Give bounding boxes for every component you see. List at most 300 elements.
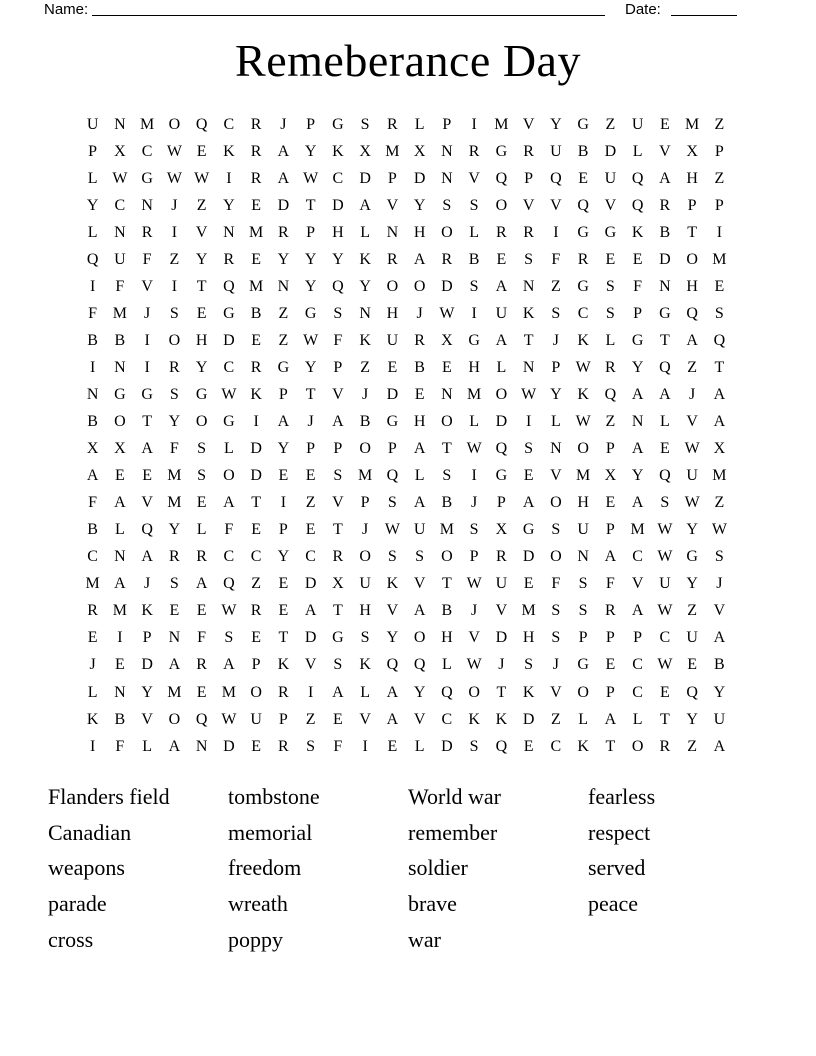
word-list-item: fearless: [588, 784, 656, 809]
grid-cell: K: [359, 656, 371, 674]
grid-cell: S: [169, 575, 179, 593]
name-fill-line: [92, 0, 605, 16]
grid-cell: F: [333, 737, 343, 755]
grid-cell: P: [278, 385, 288, 403]
word-list-item: respect: [588, 819, 651, 845]
grid-cell: S: [415, 548, 425, 566]
grid-cell: P: [142, 629, 152, 647]
grid-cell: G: [304, 304, 317, 322]
grid-cell: E: [196, 304, 207, 322]
grid-cell: L: [659, 413, 670, 431]
grid-cell: V: [686, 413, 698, 431]
grid-cell: R: [659, 737, 671, 755]
grid-cell: E: [714, 277, 725, 295]
grid-cell: L: [142, 737, 153, 755]
grid-cell: S: [551, 602, 561, 620]
grid-cell: B: [441, 494, 453, 512]
grid-cell: E: [251, 521, 262, 539]
grid-cell: V: [495, 602, 508, 620]
grid-cell: Y: [686, 575, 698, 593]
grid-cell: K: [277, 656, 290, 674]
grid-cell: D: [386, 385, 399, 403]
grid-cell: D: [250, 440, 262, 458]
grid-cell: A: [713, 413, 726, 431]
grid-cell: I: [471, 467, 477, 485]
grid-cell: V: [141, 494, 153, 512]
grid-cell: B: [414, 358, 425, 376]
grid-cell: R: [196, 548, 207, 566]
grid-cell: B: [359, 413, 371, 431]
grid-cell: J: [471, 494, 478, 512]
grid-cell: Q: [86, 250, 99, 268]
grid-cell: L: [414, 467, 425, 485]
grid-cell: L: [414, 115, 425, 133]
grid-cell: W: [657, 656, 673, 674]
grid-cell: A: [277, 413, 290, 431]
grid-cell: P: [605, 683, 615, 701]
grid-cell: R: [387, 250, 398, 268]
grid-cell: H: [441, 629, 453, 647]
grid-cell: S: [360, 115, 370, 133]
grid-cell: G: [577, 115, 589, 133]
grid-cell: V: [413, 710, 426, 728]
grid-cell: Z: [305, 710, 316, 728]
grid-cell: P: [605, 629, 615, 647]
grid-cell: U: [686, 467, 698, 485]
grid-cell: C: [632, 683, 643, 701]
grid-cell: D: [441, 737, 453, 755]
grid-cell: Z: [714, 169, 725, 187]
grid-cell: G: [468, 331, 480, 349]
grid-cell: H: [686, 277, 698, 295]
grid-cell: Z: [605, 413, 616, 431]
grid-cell: V: [413, 575, 426, 593]
grid-cell: C: [305, 548, 316, 566]
grid-cell: A: [495, 277, 508, 295]
grid-cell: Y: [713, 683, 726, 701]
grid-cell: P: [605, 521, 615, 539]
grid-cell: Q: [659, 358, 671, 376]
grid-cell: D: [223, 737, 235, 755]
grid-cell: R: [468, 142, 480, 160]
word-list-item: wreath: [228, 891, 288, 917]
grid-cell: R: [250, 602, 262, 620]
grid-cell: W: [711, 521, 727, 539]
grid-cell: T: [332, 602, 343, 620]
grid-cell: S: [387, 494, 397, 512]
grid-cell: N: [441, 169, 453, 187]
grid-cell: J: [307, 413, 314, 431]
grid-cell: Y: [277, 548, 290, 566]
grid-cell: E: [605, 250, 616, 268]
grid-cell: C: [632, 656, 643, 674]
grid-cell: D: [223, 331, 235, 349]
grid-cell: S: [306, 737, 316, 755]
grid-cell: A: [223, 494, 235, 512]
grid-cell: P: [687, 196, 697, 214]
grid-cell: A: [413, 494, 426, 512]
grid-cell: M: [221, 683, 236, 701]
grid-cell: S: [605, 277, 615, 295]
grid-cell: N: [141, 196, 153, 214]
word-list-item: Canadian: [48, 819, 132, 845]
grid-cell: K: [522, 304, 535, 322]
grid-cell: Y: [86, 196, 99, 214]
grid-cell: I: [89, 277, 96, 295]
grid-cell: S: [333, 304, 343, 322]
grid-cell: O: [468, 683, 480, 701]
grid-cell: U: [386, 331, 399, 349]
grid-cell: Y: [195, 358, 208, 376]
grid-cell: R: [278, 223, 289, 241]
grid-cell: D: [495, 629, 508, 647]
grid-cell: S: [714, 548, 724, 566]
grid-cell: L: [114, 521, 125, 539]
grid-cell: A: [168, 656, 181, 674]
grid-cell: R: [659, 196, 671, 214]
grid-cell: G: [114, 385, 126, 403]
grid-cell: I: [253, 413, 259, 431]
grid-cell: U: [413, 521, 426, 539]
grid-cell: L: [469, 223, 480, 241]
grid-cell: J: [362, 521, 369, 539]
grid-cell: B: [250, 304, 262, 322]
grid-cell: H: [577, 494, 589, 512]
grid-cell: O: [441, 548, 453, 566]
grid-cell: R: [441, 250, 453, 268]
grid-cell: E: [278, 467, 289, 485]
grid-cell: V: [631, 575, 644, 593]
grid-cell: M: [85, 575, 100, 593]
grid-cell: U: [631, 115, 644, 133]
word-list-item: Flanders field: [48, 784, 170, 809]
grid-cell: K: [250, 385, 262, 403]
grid-cell: M: [712, 467, 727, 485]
grid-cell: U: [86, 115, 99, 133]
grid-cell: N: [114, 115, 126, 133]
grid-cell: A: [495, 331, 508, 349]
grid-cell: W: [466, 440, 482, 458]
grid-cell: W: [384, 521, 400, 539]
grid-cell: E: [605, 656, 616, 674]
grid-cell: G: [522, 521, 535, 539]
grid-cell: W: [684, 494, 700, 512]
grid-cell: E: [251, 331, 262, 349]
grid-cell: O: [577, 683, 589, 701]
grid-cell: Q: [223, 575, 235, 593]
grid-cell: G: [195, 385, 208, 403]
grid-cell: C: [223, 115, 235, 133]
grid-cell: K: [141, 602, 153, 620]
grid-cell: Q: [495, 737, 508, 755]
grid-cell: E: [251, 250, 262, 268]
grid-cell: Q: [386, 467, 399, 485]
grid-cell: X: [441, 331, 453, 349]
grid-cell: A: [114, 494, 126, 512]
grid-cell: C: [659, 629, 671, 647]
grid-cell: O: [168, 115, 181, 133]
grid-cell: R: [278, 683, 289, 701]
grid-cell: E: [414, 385, 425, 403]
grid-cell: O: [550, 494, 562, 512]
grid-cell: A: [522, 494, 535, 512]
grid-cell: W: [221, 710, 237, 728]
grid-cell: P: [469, 548, 479, 566]
grid-cell: K: [522, 683, 535, 701]
word-list-item: parade: [48, 891, 107, 917]
grid-cell: Z: [278, 331, 289, 349]
grid-cell: Y: [413, 683, 426, 701]
grid-cell: Q: [659, 467, 671, 485]
grid-cell: W: [303, 169, 319, 187]
grid-cell: J: [689, 385, 696, 403]
grid-cell: I: [471, 115, 477, 133]
grid-cell: M: [521, 602, 536, 620]
grid-cell: E: [114, 656, 125, 674]
grid-cell: V: [522, 115, 535, 133]
grid-cell: L: [87, 683, 98, 701]
grid-cell: J: [552, 656, 559, 674]
grid-cell: O: [168, 710, 181, 728]
grid-cell: O: [168, 331, 181, 349]
grid-cell: S: [197, 467, 207, 485]
grid-cell: D: [332, 196, 344, 214]
grid-cell: W: [112, 169, 128, 187]
grid-cell: U: [359, 575, 371, 593]
grid-cell: J: [552, 331, 559, 349]
grid-cell: I: [362, 737, 368, 755]
grid-cell: N: [550, 440, 562, 458]
grid-cell: E: [196, 494, 207, 512]
grid-cell: V: [550, 683, 562, 701]
grid-cell: O: [250, 683, 262, 701]
grid-cell: P: [387, 169, 397, 187]
grid-cell: E: [305, 521, 316, 539]
grid-cell: D: [141, 656, 153, 674]
grid-cell: Q: [332, 277, 344, 295]
grid-cell: W: [657, 548, 673, 566]
grid-cell: T: [496, 683, 507, 701]
grid-cell: Y: [141, 683, 153, 701]
grid-cell: B: [87, 521, 98, 539]
grid-cell: V: [550, 196, 562, 214]
grid-cell: G: [577, 223, 589, 241]
grid-cell: F: [115, 737, 125, 755]
grid-cell: S: [469, 521, 479, 539]
grid-cell: A: [713, 737, 726, 755]
grid-cell: Y: [277, 440, 290, 458]
grid-cell: N: [86, 385, 99, 403]
grid-cell: E: [523, 575, 534, 593]
grid-cell: K: [468, 710, 480, 728]
grid-cell: F: [197, 629, 207, 647]
grid-cell: P: [633, 629, 643, 647]
grid-cell: I: [716, 223, 723, 241]
grid-cell: I: [89, 737, 96, 755]
grid-cell: P: [278, 710, 288, 728]
grid-cell: P: [714, 142, 724, 160]
word-list-item: memorial: [228, 819, 313, 845]
grid-cell: N: [114, 548, 126, 566]
grid-cell: E: [387, 358, 398, 376]
grid-cell: B: [714, 656, 725, 674]
grid-cell: Z: [196, 196, 207, 214]
grid-cell: E: [169, 602, 180, 620]
grid-cell: E: [196, 683, 207, 701]
grid-cell: H: [468, 358, 480, 376]
grid-cell: W: [466, 575, 482, 593]
grid-cell: A: [141, 548, 153, 566]
grid-cell: R: [523, 223, 534, 241]
grid-cell: W: [657, 602, 673, 620]
grid-cell: A: [168, 737, 181, 755]
grid-cell: K: [332, 142, 344, 160]
grid-cell: Y: [631, 467, 644, 485]
grid-cell: I: [553, 223, 559, 241]
grid-cell: N: [386, 223, 399, 241]
grid-cell: X: [495, 521, 508, 539]
grid-cell: E: [523, 467, 534, 485]
grid-cell: O: [631, 737, 644, 755]
grid-cell: N: [659, 277, 671, 295]
grid-cell: M: [167, 467, 182, 485]
grid-cell: V: [522, 196, 535, 214]
grid-cell: Q: [686, 683, 698, 701]
grid-cell: T: [605, 737, 616, 755]
grid-cell: P: [524, 169, 534, 187]
grid-cell: E: [441, 358, 452, 376]
grid-cell: S: [224, 629, 234, 647]
grid-cell: L: [360, 223, 371, 241]
grid-cell: I: [89, 358, 96, 376]
grid-cell: J: [171, 196, 178, 214]
grid-cell: Y: [304, 142, 317, 160]
grid-cell: Y: [686, 710, 698, 728]
word-list-item: war: [408, 926, 441, 952]
grid-cell: L: [605, 331, 616, 349]
grid-cell: E: [687, 656, 698, 674]
word-list-item: peace: [588, 891, 639, 917]
grid-cell: L: [496, 358, 507, 376]
grid-cell: O: [495, 196, 508, 214]
grid-cell: H: [522, 629, 535, 647]
grid-cell: U: [114, 250, 126, 268]
grid-cell: S: [605, 304, 615, 322]
grid-cell: A: [195, 575, 208, 593]
grid-cell: L: [469, 413, 480, 431]
grid-cell: Q: [631, 196, 644, 214]
grid-cell: Y: [304, 358, 317, 376]
grid-cell: W: [466, 656, 482, 674]
grid-cell: P: [306, 115, 316, 133]
grid-cell: S: [469, 196, 479, 214]
grid-cell: Q: [195, 115, 208, 133]
grid-cell: S: [551, 304, 561, 322]
word-list-item: freedom: [228, 855, 302, 881]
grid-cell: G: [332, 115, 344, 133]
grid-cell: U: [495, 575, 508, 593]
grid-cell: F: [551, 250, 561, 268]
grid-cell: E: [251, 737, 262, 755]
grid-cell: A: [604, 548, 617, 566]
grid-cell: Y: [223, 196, 235, 214]
grid-cell: R: [496, 223, 507, 241]
grid-cell: I: [280, 494, 287, 512]
grid-cell: V: [195, 223, 208, 241]
date-label: Date:: [625, 1, 661, 18]
grid-cell: M: [467, 385, 482, 403]
grid-cell: V: [468, 629, 480, 647]
grid-cell: L: [550, 413, 561, 431]
grid-cell: P: [387, 440, 397, 458]
grid-cell: H: [686, 169, 698, 187]
grid-cell: J: [716, 575, 723, 593]
grid-cell: Z: [169, 250, 180, 268]
grid-cell: B: [659, 223, 671, 241]
grid-cell: N: [195, 737, 208, 755]
date-fill-line: [671, 0, 737, 16]
grid-cell: S: [387, 548, 397, 566]
grid-cell: C: [441, 710, 453, 728]
grid-cell: G: [495, 142, 508, 160]
grid-cell: V: [550, 467, 562, 485]
grid-cell: Z: [687, 602, 698, 620]
grid-cell: J: [280, 115, 287, 133]
grid-cell: F: [169, 440, 179, 458]
grid-cell: S: [442, 196, 452, 214]
grid-cell: C: [632, 548, 643, 566]
grid-cell: T: [196, 277, 207, 295]
grid-cell: G: [631, 331, 644, 349]
grid-cell: B: [87, 413, 98, 431]
grid-cell: K: [495, 710, 508, 728]
grid-cell: D: [659, 250, 671, 268]
grid-cell: U: [713, 710, 726, 728]
grid-cell: U: [659, 575, 671, 593]
grid-cell: K: [631, 223, 644, 241]
grid-cell: S: [551, 521, 561, 539]
grid-cell: Q: [441, 683, 453, 701]
grid-cell: O: [550, 548, 562, 566]
grid-cell: N: [441, 385, 453, 403]
grid-cell: Q: [686, 304, 698, 322]
grid-cell: K: [577, 737, 589, 755]
grid-cell: G: [277, 358, 290, 376]
grid-cell: T: [305, 385, 316, 403]
word-list-item: remember: [408, 819, 498, 845]
grid-cell: E: [251, 629, 262, 647]
grid-cell: X: [413, 142, 426, 160]
grid-cell: O: [577, 440, 589, 458]
grid-cell: R: [169, 548, 180, 566]
grid-cell: S: [524, 250, 534, 268]
grid-cell: P: [578, 629, 588, 647]
grid-cell: Z: [687, 358, 698, 376]
grid-cell: F: [88, 494, 98, 512]
grid-cell: N: [223, 223, 235, 241]
name-label: Name:: [44, 1, 89, 18]
grid-cell: A: [386, 710, 399, 728]
grid-cell: V: [659, 142, 671, 160]
grid-cell: C: [332, 169, 344, 187]
grid-cell: J: [416, 304, 423, 322]
grid-cell: J: [144, 304, 151, 322]
grid-cell: R: [605, 602, 616, 620]
word-list-column: [408, 779, 501, 958]
grid-cell: L: [578, 710, 589, 728]
grid-cell: J: [144, 575, 151, 593]
grid-cell: A: [413, 440, 426, 458]
